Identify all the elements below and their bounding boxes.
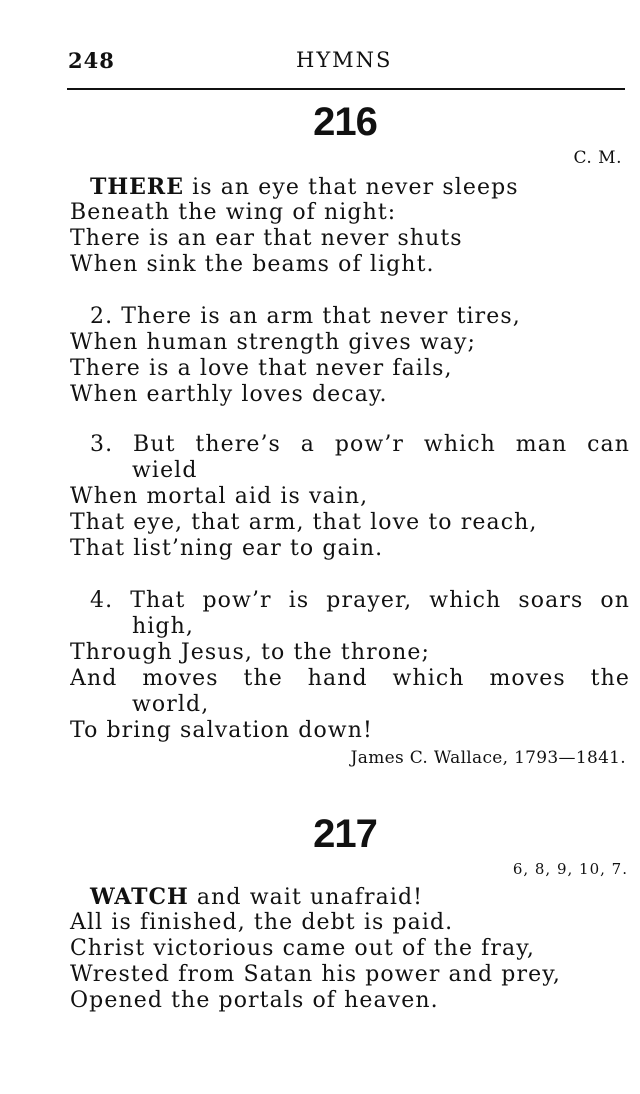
verse-line: When human strength gives way; bbox=[70, 330, 477, 355]
verse-line: 3. But there’s a pow’r which man can bbox=[90, 432, 630, 457]
hymn-author: James C. Wallace, 1793—1841. bbox=[350, 748, 626, 768]
hymn-number: 217 bbox=[313, 812, 377, 856]
verse-line: Christ victorious came out of the fray, bbox=[70, 936, 535, 961]
verse-line: Beneath the wing of night: bbox=[70, 200, 397, 225]
verse-line: high, bbox=[132, 614, 194, 639]
verse-2 bbox=[70, 304, 630, 408]
verse-line: 2. There is an arm that never tires, bbox=[90, 304, 521, 329]
verse-1 bbox=[70, 884, 630, 1014]
verse-3 bbox=[70, 432, 630, 562]
verse-line: Opened the portals of heaven. bbox=[70, 988, 439, 1013]
verse-line: To bring salvation down! bbox=[70, 718, 373, 743]
verse-line: When sink the beams of light. bbox=[70, 252, 435, 277]
verse-initial-word: THERE bbox=[90, 174, 184, 200]
verse-line: wield bbox=[132, 458, 198, 483]
running-head: HYMNS bbox=[296, 48, 393, 72]
header-rule bbox=[67, 88, 625, 90]
verse-line: 4. That pow’r is prayer, which soars on bbox=[90, 588, 630, 613]
page-number: 248 bbox=[68, 48, 115, 73]
hymn-number: 216 bbox=[313, 100, 377, 144]
verse-line-rest: and wait unafraid! bbox=[188, 885, 424, 910]
verse-line: All is finished, the debt is paid. bbox=[70, 910, 454, 935]
verse-line: Wrested from Satan his power and prey, bbox=[70, 962, 561, 987]
verse-line: Through Jesus, to the throne; bbox=[70, 640, 430, 665]
verse-line-rest: is an eye that never sleeps bbox=[183, 175, 519, 200]
verse-line: When earthly loves decay. bbox=[70, 382, 388, 407]
verse-line bbox=[70, 174, 630, 200]
hymn-meter: C. M. bbox=[573, 148, 622, 168]
verse-1 bbox=[70, 174, 630, 278]
verse-line bbox=[70, 884, 630, 910]
verse-initial-word: WATCH bbox=[90, 884, 189, 910]
hymn-meter: 6, 8, 9, 10, 7. bbox=[512, 860, 628, 878]
verse-line: There is an ear that never shuts bbox=[70, 226, 463, 251]
page-header bbox=[68, 48, 628, 80]
verse-line: world, bbox=[132, 692, 210, 717]
verse-line: That list’ning ear to gain. bbox=[70, 536, 384, 561]
verse-line: When mortal aid is vain, bbox=[70, 484, 369, 509]
verse-4 bbox=[70, 588, 630, 744]
verse-line: That eye, that arm, that love to reach, bbox=[70, 510, 538, 535]
verse-line: And moves the hand which moves the bbox=[70, 666, 630, 691]
verse-line: There is a love that never fails, bbox=[70, 356, 453, 381]
